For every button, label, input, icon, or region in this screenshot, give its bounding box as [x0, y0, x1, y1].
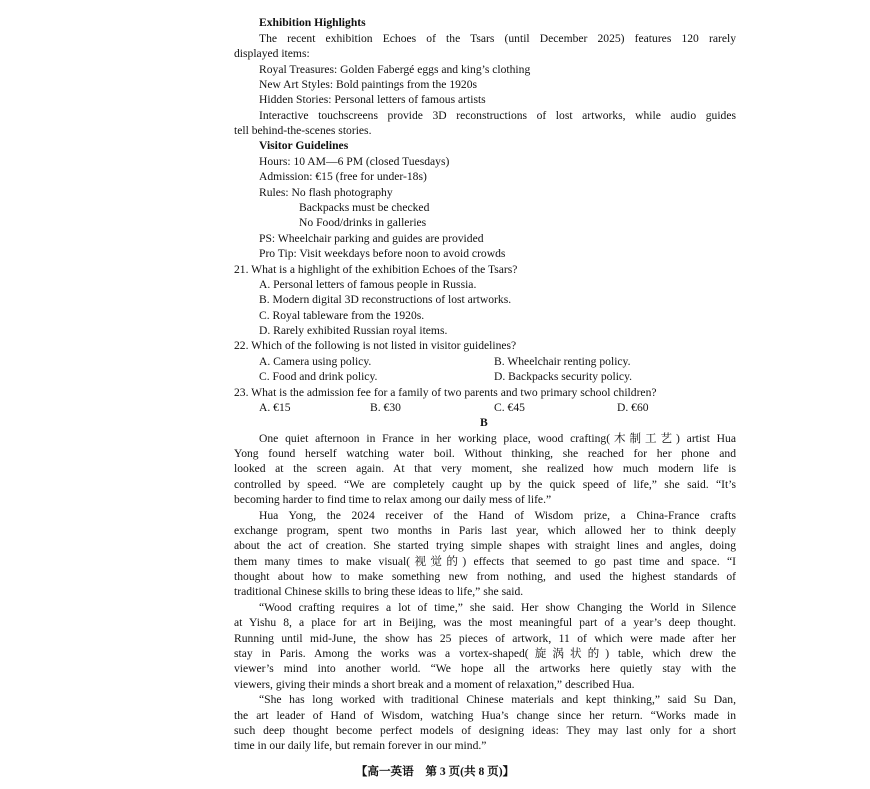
q21-option-d: D. Rarely exhibited Russian royal items.: [259, 324, 448, 337]
passage-b-p3-line-2: at Yishu 8, a place for art in Beijing, was the most meaningful part of a year’s deep thought.: [234, 616, 736, 629]
passage-b-p1-line-4: controlled by speed. “We are completely caught up by the quick speed of life,” she said. “It’s: [234, 478, 736, 491]
highlight-item-hidden-stories: Hidden Stories: Personal letters of famous artists: [259, 93, 486, 106]
guidelines-heading: Visitor Guidelines: [259, 139, 349, 152]
pro-tip-line: Pro Tip: Visit weekdays before noon to avoid crowds: [259, 247, 506, 260]
page-footer: 【高一英语 第 3 页(共 8 页)】: [355, 765, 515, 778]
passage-b-p2-line-1: Hua Yong, the 2024 receiver of the Hand of Wisdom prize, a China-France crafts: [259, 509, 736, 522]
admission-line: Admission: €15 (free for under-18s): [259, 170, 427, 183]
passage-b-p2-line-3: about the act of creation. She started trying simple shapes with straight lines and angles, doing: [234, 539, 736, 552]
q21-option-b: B. Modern digital 3D reconstructions of lost artworks.: [259, 293, 512, 306]
intro-line-2: displayed items:: [234, 47, 310, 60]
rules-line-2: Backpacks must be checked: [299, 201, 430, 214]
section-b-heading: B: [480, 416, 488, 429]
passage-b-p3-line-3: Running until mid-June, the show has 25 pieces of artwork, 11 of which were made after her: [234, 632, 736, 645]
q23-option-a: A. €15: [259, 401, 291, 414]
highlight-item-royal-treasures: Royal Treasures: Golden Fabergé eggs and king’s clothing: [259, 63, 531, 76]
q22-option-a: A. Camera using policy.: [259, 355, 372, 368]
passage-b-p3-line-6: viewers, giving their minds a short break and a moment of relaxation,” described Hua.: [234, 678, 635, 691]
q22-option-b: B. Wheelchair renting policy.: [494, 355, 631, 368]
passage-b-p2-line-4: them many times to make visual(视觉的) effects that seemed to go past time and space. “I: [234, 555, 736, 568]
passage-b-p4-line-1: “She has long worked with traditional Chinese materials and kept thinking,” said Su Dan,: [259, 693, 736, 706]
passage-b-p2-line-6: traditional Chinese skills to bring these ideas to life,” she said.: [234, 585, 524, 598]
passage-b-p3-line-1: “Wood crafting requires a lot of time,” she said. Her show Changing the World in Silence: [259, 601, 736, 614]
passage-b-p1-line-5: becoming harder to find time to relax among our daily mess of life.”: [234, 493, 552, 506]
q23-option-c: C. €45: [494, 401, 525, 414]
passage-b-p2-line-2: exchange program, spent two months in Paris last year, which allowed her to think deeply: [234, 524, 736, 537]
passage-b-p4-line-2: the art leader of Hand of Wisdom, watching Hua’s change since her return. “Works made in: [234, 709, 736, 722]
q23-option-b: B. €30: [370, 401, 401, 414]
q23-option-d: D. €60: [617, 401, 649, 414]
passage-b-p1-line-3: looked at the screen again. At that very moment, she realized how much modern life is: [234, 462, 736, 475]
question-21: 21. What is a highlight of the exhibition Echoes of the Tsars?: [234, 263, 518, 276]
q22-option-c: C. Food and drink policy.: [259, 370, 378, 383]
question-23: 23. What is the admission fee for a family of two parents and two primary school children?: [234, 386, 657, 399]
passage-b-p3-line-5: viewer’s mind into another world. “We hope all the artworks here quietly stay with the: [234, 662, 736, 675]
intro-line-1: The recent exhibition Echoes of the Tsars (until December 2025) features 120 rarely: [259, 32, 736, 45]
hours-line: Hours: 10 AM—6 PM (closed Tuesdays): [259, 155, 450, 168]
interactive-line-1: Interactive touchscreens provide 3D reconstructions of lost artworks, while audio guides: [259, 109, 736, 122]
highlights-heading: Exhibition Highlights: [259, 16, 366, 29]
passage-b-p2-line-5: thought about how to make something new from nothing, and used the highest standards of: [234, 570, 736, 583]
question-22: 22. Which of the following is not listed in visitor guidelines?: [234, 339, 517, 352]
rules-line-1: Rules: No flash photography: [259, 186, 393, 199]
passage-b-p1-line-1: One quiet afternoon in France in her working place, wood crafting(木制工艺) artist Hua: [259, 432, 736, 445]
highlight-item-new-art-styles: New Art Styles: Bold paintings from the 1920s: [259, 78, 478, 91]
ps-line: PS: Wheelchair parking and guides are provided: [259, 232, 484, 245]
passage-b-p4-line-4: time in our daily life, but remain forever in our mind.”: [234, 739, 487, 752]
passage-b-p1-line-2: Yong found herself watching water boil. Without thinking, she reached for her phone and: [234, 447, 736, 460]
rules-line-3: No Food/drinks in galleries: [299, 216, 427, 229]
q21-option-a: A. Personal letters of famous people in Russia.: [259, 278, 477, 291]
q22-option-d: D. Backpacks security policy.: [494, 370, 633, 383]
q21-option-c: C. Royal tableware from the 1920s.: [259, 309, 425, 322]
passage-b-p3-line-4: stay in Paris. Among the works was a vortex-shaped(旋涡状的) table, which drew the: [234, 647, 736, 660]
interactive-line-2: tell behind-the-scenes stories.: [234, 124, 372, 137]
passage-b-p4-line-3: such deep thought become perfect models of designing ideas: They may last only for a short: [234, 724, 736, 737]
